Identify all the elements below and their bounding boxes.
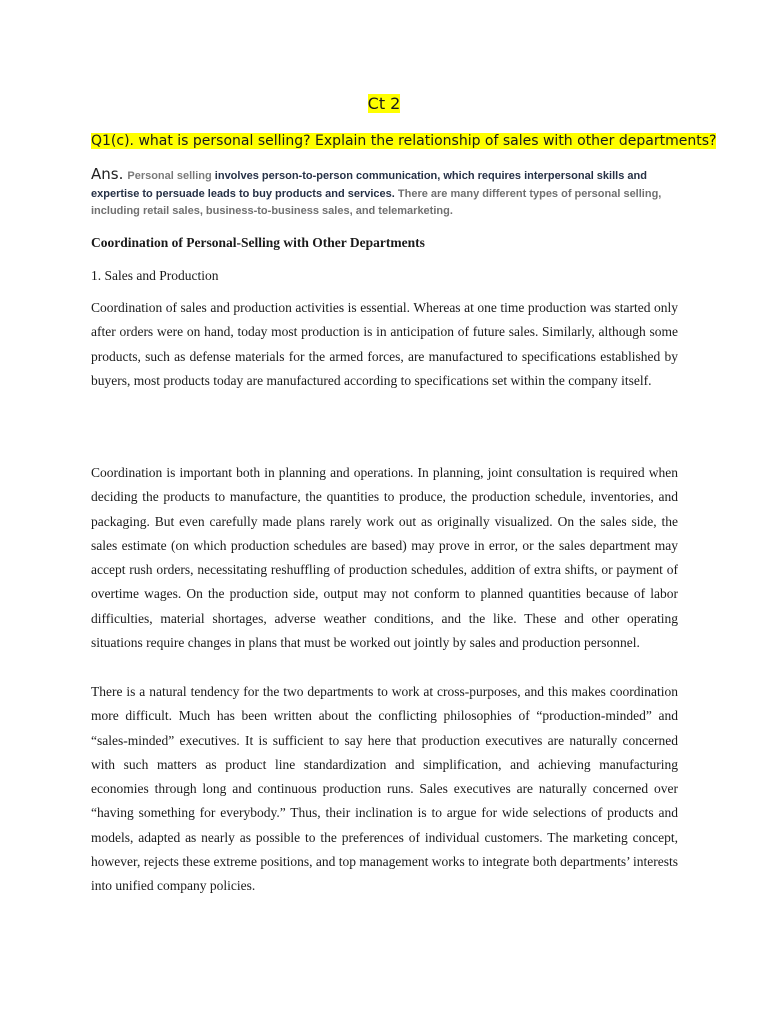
- question-highlight: Q1(c). what is personal selling? Explain the relationship of sales with other departments?: [91, 133, 717, 149]
- question-text: [91, 132, 717, 150]
- section-heading: Coordination of Personal-Selling with Other Departments: [91, 235, 425, 250]
- paragraph: Coordination of sales and production activities is essential. Whereas at one time production was started only after orders were on hand, today most production is in anticipation of future sales. Similarly, although some products, such as defense materials for the armed forces, are manufactured to specifications established by buyers, most products today are manufactured according to specifications set within the company itself.: [91, 300, 678, 388]
- answer-definition: involves person-to-person communication, which requires interpersonal skills and expertise to persuade leads to buy products and services.: [91, 170, 647, 200]
- paragraph: Coordination is important both in planning and operations. In planning, joint consultation is required when deciding the products to manufacture, the quantities to produce, the production schedule, inventories, and packaging. But even carefully made plans rarely work out as originally visualized. On the sales side, the sales estimate (on which production schedules are based) may prove in error, or the sales department may accept rush orders, necessitating reshuffling of production schedules, addition of extra shifts, or payment of overtime wages. On the production side, output may not conform to planned quantities because of labor difficulties, material shortages, adverse weather conditions, and the like. These and other operating situations require changes in plans that must be worked out jointly by sales and production personnel.: [91, 465, 678, 651]
- answer-block: [91, 166, 681, 221]
- answer-label: Ans.: [91, 165, 124, 183]
- answer-types: There are many different types of personal selling, including retail sales, business-to-business sales, and telemarketing.: [91, 187, 662, 217]
- paragraph: There is a natural tendency for the two departments to work at cross-purposes, and this makes coordination more difficult. Much has been written about the conflicting philosophies of “production-minded” and “sales-minded” executives. It is sufficient to say here that production executives are naturally concerned with such matters as product line standardization and simplification, and achieving manufacturing economies through long and continuous production runs. Sales executives are naturally concerned over “having something for everybody.” Thus, their inclination is to argue for wide selections of products and models, adapted as nearly as possible to the preferences of individual customers. The marketing concept, however, rejects these extreme positions, and top management works to integrate both departments’ interests into unified company policies.: [91, 684, 678, 894]
- answer-term: Personal selling: [127, 170, 212, 182]
- sub-heading: 1. Sales and Production: [91, 268, 219, 283]
- title-highlight: Ct 2: [367, 94, 401, 113]
- page-title: [0, 94, 768, 114]
